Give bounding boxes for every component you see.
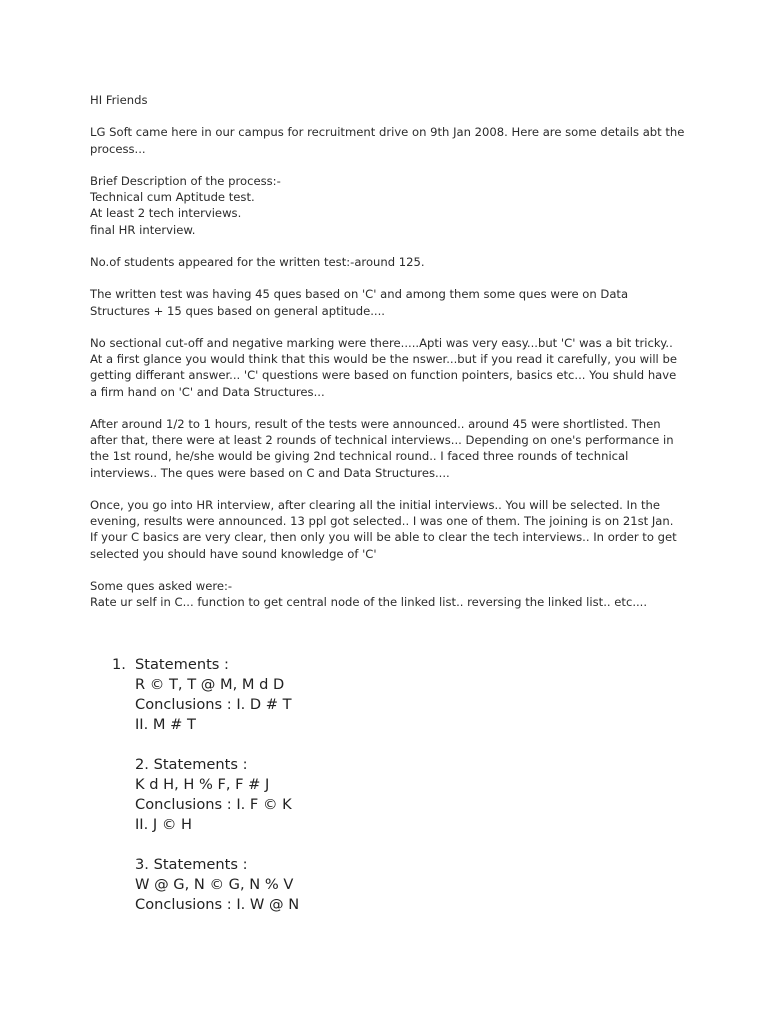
question-number: 1. bbox=[112, 656, 126, 673]
text-line: interviews.. The ques were based on C and Data Structures.... bbox=[90, 465, 450, 480]
question-statements: W @ G, N © G, N % V bbox=[135, 876, 294, 893]
text-line: At a first glance you would think that this would be the nswer...but if you read it carefully, you will be bbox=[90, 352, 677, 367]
question-item bbox=[112, 755, 299, 835]
text-line: after that, there were at least 2 rounds of technical interviews... Depending on one's performance in bbox=[90, 433, 674, 448]
text-line: getting differant answer... 'C' questions were based on function pointers, basics etc... You shuld have bbox=[90, 368, 677, 383]
text-line: LG Soft came here in our campus for recruitment drive on 9th Jan 2008. Here are some details abt the bbox=[90, 125, 685, 140]
question-conclusion: Conclusions : I. D # T bbox=[135, 696, 292, 713]
text-line: Once, you go into HR interview, after clearing all the initial interviews.. You will be selected. In the bbox=[90, 497, 661, 512]
paragraph-greeting bbox=[90, 92, 690, 108]
question-label: 2. Statements : bbox=[135, 756, 248, 773]
question-conclusion: II. M # T bbox=[135, 716, 196, 733]
text-line: If your C basics are very clear, then only you will be able to clear the tech interviews.. In order to get bbox=[90, 530, 677, 545]
paragraph-results bbox=[90, 416, 690, 481]
text-line: Brief Description of the process:- bbox=[90, 173, 281, 188]
text-line: HI Friends bbox=[90, 93, 148, 107]
text-line: Technical cum Aptitude test. bbox=[90, 190, 255, 205]
text-line: a firm hand on 'C' and Data Structures... bbox=[90, 384, 325, 399]
paragraph-cutoff bbox=[90, 335, 690, 400]
text-line: Rate ur self in C... function to get central node of the linked list.. reversing the linked list.. etc.... bbox=[90, 595, 648, 610]
paragraph-intro bbox=[90, 124, 690, 156]
text-line: the 1st round, he/she would be giving 2nd technical round.. I faced three rounds of technical bbox=[90, 449, 629, 464]
text-line: Structures + 15 ques based on general aptitude.... bbox=[90, 303, 385, 318]
text-line: At least 2 tech interviews. bbox=[90, 206, 242, 221]
document-body bbox=[90, 92, 690, 627]
paragraph-written-test bbox=[90, 286, 690, 318]
question-statements: R © T, T @ M, M d D bbox=[135, 676, 285, 693]
reasoning-questions bbox=[112, 655, 299, 935]
text-line: Some ques asked were:- bbox=[90, 578, 233, 593]
paragraph-hr bbox=[90, 497, 690, 562]
question-conclusion: II. J © H bbox=[135, 816, 193, 833]
text-line: evening, results were announced. 13 ppl got selected.. I was one of them. The joining is on 21st Jan. bbox=[90, 514, 674, 529]
text-line: No.of students appeared for the written test:-around 125. bbox=[90, 254, 425, 269]
question-label: 3. Statements : bbox=[135, 856, 248, 873]
question-item bbox=[112, 655, 299, 735]
text-line: No sectional cut-off and negative marking were there.....Apti was very easy...but 'C' was a bit tricky.. bbox=[90, 335, 673, 350]
paragraph-students bbox=[90, 254, 690, 270]
question-heading bbox=[112, 655, 299, 675]
paragraph-process bbox=[90, 173, 690, 238]
question-conclusion: Conclusions : I. W @ N bbox=[135, 896, 300, 913]
text-line: The written test was having 45 ques based on 'C' and among them some ques were on Data bbox=[90, 287, 629, 302]
question-label: Statements : bbox=[135, 656, 229, 673]
text-line: selected you should have sound knowledge of 'C' bbox=[90, 546, 377, 561]
question-item bbox=[112, 855, 299, 915]
text-line: After around 1/2 to 1 hours, result of the tests were announced.. around 45 were shortlisted. Then bbox=[90, 416, 661, 431]
question-statements: K d H, H % F, F # J bbox=[135, 776, 270, 793]
paragraph-questions-asked bbox=[90, 578, 690, 610]
question-conclusion: Conclusions : I. F © K bbox=[135, 796, 292, 813]
text-line: final HR interview. bbox=[90, 222, 196, 237]
text-line: process... bbox=[90, 141, 146, 156]
